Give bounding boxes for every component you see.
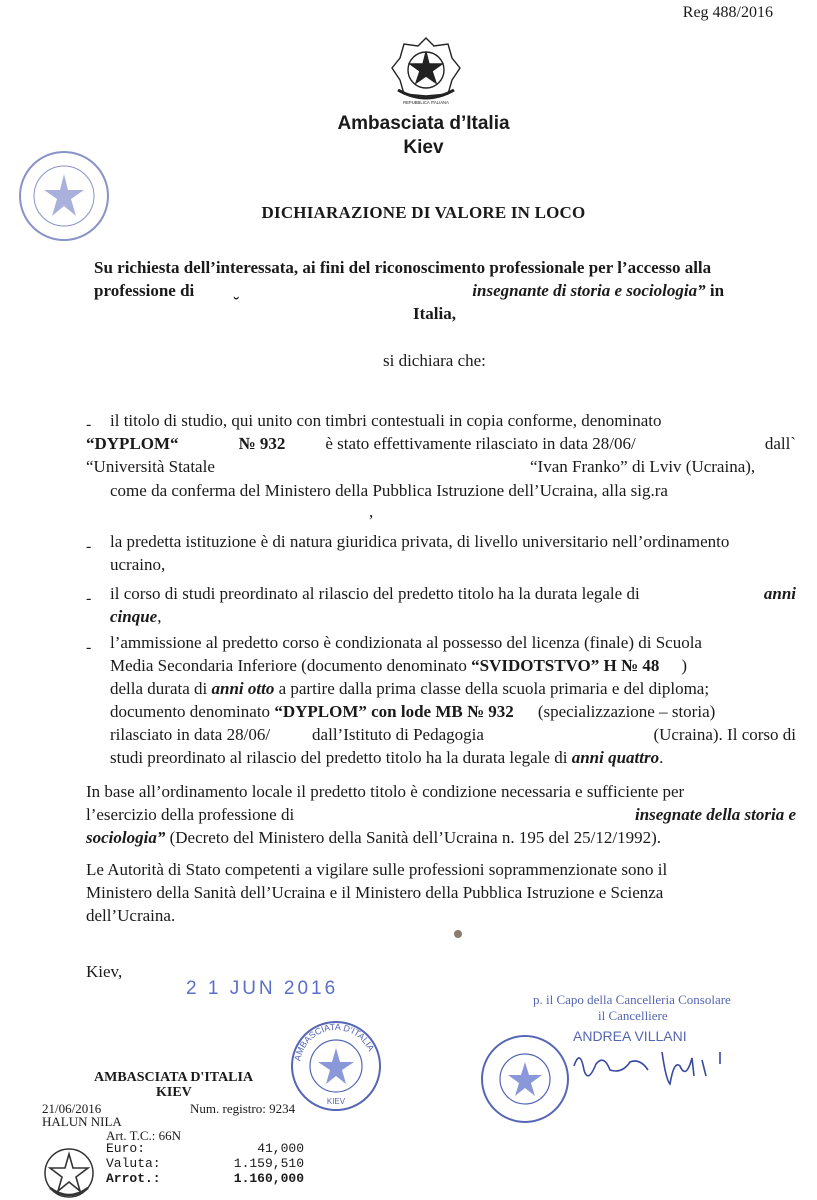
bullet-dash: - [86,590,92,607]
legal-duration-text: studi preordinato al rilascio del predetto titolo ha la durata legale di [110,748,568,767]
issued-date-text: rilasciato in data 28/06/ [110,725,271,744]
profession-exercise-text: l’esercizio della professione di [86,805,295,824]
embassy-seal-icon [14,146,114,246]
intro-line-1: Su richiesta dell’interessata, ai fini del riconoscimento professionale per l’accesso alla [94,258,712,277]
registration-number: Reg 488/2016 [682,4,773,21]
svidotstvo-number: “SVIDOTSTVO” H № 48 [471,656,660,675]
bullet-dash: - [86,639,92,656]
receipt-row-euro-value: 41,000 [257,1141,304,1156]
profession-name: insegnante di storia e sociologia” [472,281,706,300]
para-2-line-2: Ministero della Sanità dell’Ucraina e il Ministero della Pubblica Istruzione e Scienza [86,883,664,902]
bullet-2-line-1: la predetta istituzione è di natura giuridica privata, di livello universitario nell’ordinamento [110,532,730,551]
ink-spot [454,930,462,938]
paren-close: ) [681,656,687,675]
embassy-city: Kiev [403,137,444,158]
bullet-4-line-3 [110,677,709,700]
dyplom-lode-number: “DYPLOM” con lode MB № 932 [274,702,514,721]
bullet-dash: - [86,538,92,555]
receipt-city: KIEV [156,1085,192,1100]
receipt-row-valuta-label: Valuta: [106,1156,161,1171]
italian-republic-emblem-icon [390,34,462,110]
republic-star-emblem-icon [42,1146,96,1200]
para-2-line-1: Le Autorità di Stato competenti a vigilare sulle professioni soprammenzionate sono il [86,860,668,879]
receipt-date: 21/06/2016 [42,1101,102,1116]
decree-reference: (Decreto del Ministero della Sanità dell’Ucraina n. 195 del 25/12/1992). [165,828,662,847]
embassy-round-stamp [288,1018,384,1114]
para-1-line-1: In base all’ordinamento locale il predetto titolo è condizione necessaria e sufficiente per [86,782,685,801]
embassy-heading [0,112,817,160]
intro-line-3: Italia, [413,304,456,323]
intro-in: in [705,281,725,300]
emblem-text: REPUBBLICA ITALIANA [403,100,449,105]
document-title: DICHIARAZIONE DI VALORE IN LOCO [261,203,586,222]
from-text: dall` [764,434,796,453]
signature-title: il Cancelliere [598,1008,668,1023]
diploma-number: № 932 [238,434,286,453]
intro-line-2 [94,279,724,302]
stamp-city-text: KIEV [326,1097,346,1106]
sociologia-text: sociologia” [86,828,166,847]
receipt-row-valuta-value: 1.159,510 [233,1156,304,1171]
university-end: “Ivan Franko” di Lviv (Ucraina), [530,457,756,476]
university-start: “Università Statale [86,457,215,476]
bullet-dash: - [86,416,92,433]
bullet-4-line-6 [110,746,663,769]
diploma-name: “DYPLOM“ [86,434,179,453]
receipt-title: AMBASCIATA D'ITALIA [94,1070,254,1085]
stamp-ring-text: AMBASCIATA D'ITALIA [292,1021,377,1062]
specialization-text: (specializzazione – storia) [537,702,716,721]
bullet-4-line-1: l’ammissione al predetto corso è condizionata al possesso del licenza (finale) di Scuola [110,633,702,652]
para-1-line-2 [86,803,796,826]
declaration-lead: si dichiara che: [383,351,486,370]
receipt-row-arrot-value: 1.160,000 [233,1171,304,1186]
receipt-row-euro-label: Euro: [106,1141,146,1156]
bullet-1-line-5: , [369,502,374,521]
document-named-text: documento denominato [110,702,271,721]
para-1-line-3 [86,826,661,849]
primary-school-text: a partire dalla prima classe della scuola primaria e del diploma; [278,679,710,698]
duration-cinque: cinque [110,607,158,626]
receipt-article: Art. T.C.: 66N [106,1128,181,1143]
bullet-3-line-1 [110,582,796,605]
period: . [659,748,664,767]
profession-title: insegnate della storia e [634,805,796,824]
course-duration-text: il corso di studi preordinato al rilascio del predetto titolo ha la durata legale di [110,584,640,603]
bullet-3-line-2 [110,605,161,628]
intro-profession-label: professione di [94,281,195,300]
duration-anni: anni [763,584,796,603]
pedagogy-institute: dall’Istituto di Pedagogia [312,725,484,744]
ukraine-course-text: (Ucraina). Il corso di [653,725,796,744]
date-stamp: 2 1 JUN 2016 [186,978,339,999]
place: Kiev, [86,962,123,981]
bullet-1-line-2 [86,432,796,455]
receipt-row-arrot-label: Arrot.: [106,1171,161,1186]
cancelleria-round-stamp [478,1032,572,1126]
bullet-1-line-4: come da conferma del Ministero della Pubblica Istruzione dell’Ucraina, alla sig.ra [110,481,668,500]
para-2-line-3: dell’Ucraina. [86,906,176,925]
duration-of-text: della durata di [110,679,208,698]
handwritten-signature [570,1040,750,1090]
bullet-4-line-4 [110,700,715,723]
bullet-3-comma: , [157,607,162,626]
school-document-text: Media Secondaria Inferiore (documento denominato [110,656,467,675]
signatory-name: ANDREA VILLANI [573,1028,687,1044]
duration-anni-otto: anni otto [211,679,275,698]
bullet-2-line-2: ucraino, [110,555,166,574]
receipt-holder-name: HALUN NILA [42,1114,122,1129]
bullet-4-line-2 [110,654,687,677]
issue-statement: è stato effettivamente rilasciato in data 28/06/ [325,434,636,453]
bullet-1-line-1: il titolo di studio, qui unito con timbri contestuali in copia conforme, denominato [110,411,662,430]
signature-role: p. il Capo della Cancelleria Consolare [533,992,731,1007]
receipt-registry-number: Num. registro: 9234 [190,1101,296,1116]
duration-anni-quattro: anni quattro [571,748,660,767]
bullet-4-line-5 [110,723,796,746]
embassy-name: Ambasciata d’Italia [337,113,510,134]
